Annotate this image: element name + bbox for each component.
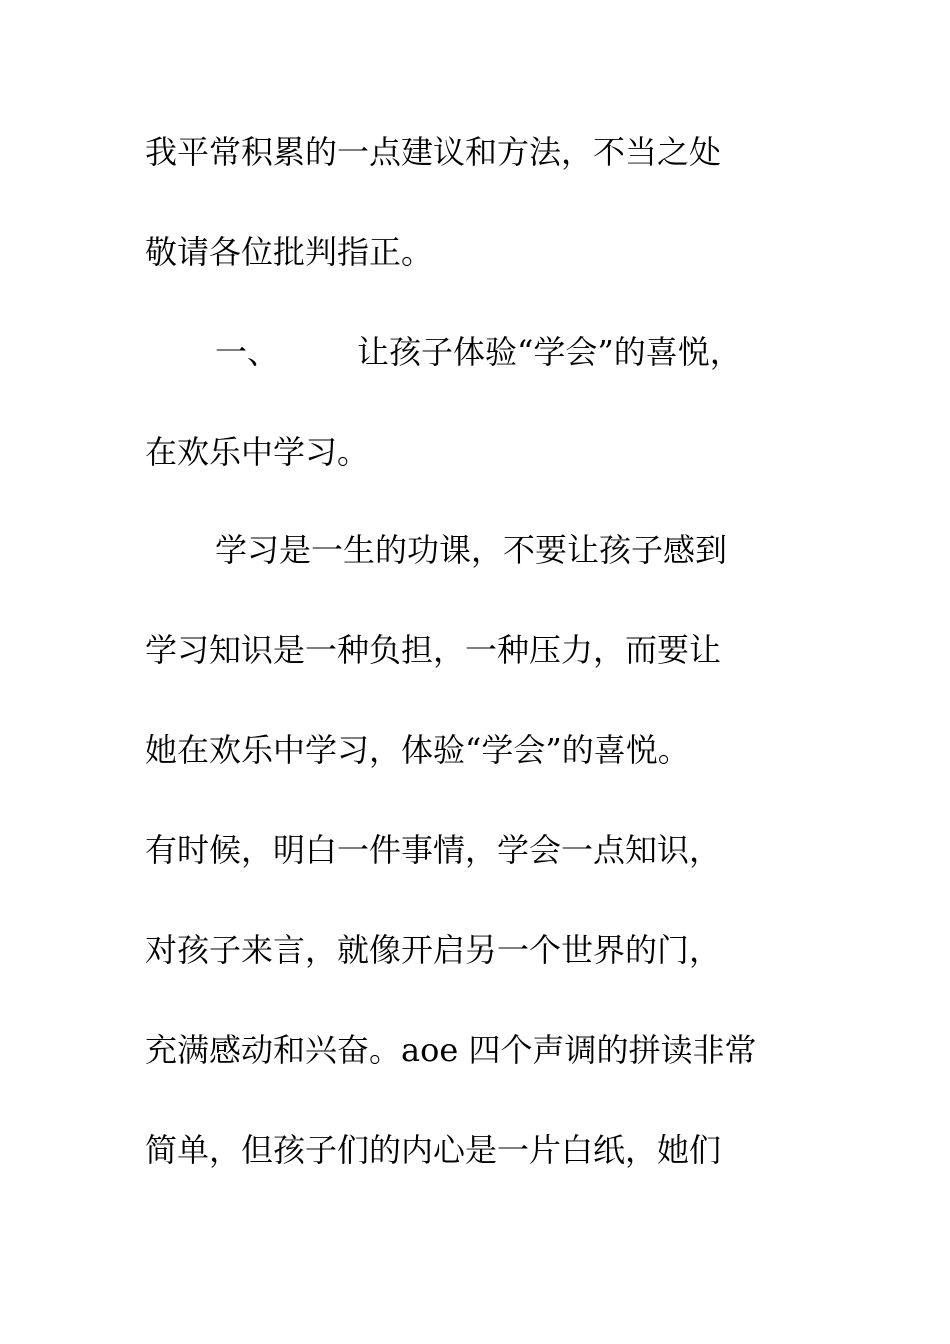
text-line-5: 学习知识是一种负担，一种压力，而要让 xyxy=(145,631,722,669)
paragraph-first-line: 学习是一生的功课，不要让孩子感到 xyxy=(215,531,728,569)
text-line-7: 有时候，明白一件事情，学会一点知识， xyxy=(145,831,722,869)
section-heading: 让孩子体验“学会”的喜悦， xyxy=(357,333,742,371)
text-line-3: 在欢乐中学习。 xyxy=(145,433,370,471)
text-line-8: 对孩子来言，就像开启另一个世界的门， xyxy=(145,931,722,969)
text-line-1: 我平常积累的一点建议和方法，不当之处 xyxy=(145,133,722,171)
text-line-2: 敬请各位批判指正。 xyxy=(145,233,434,271)
text-line-6: 她在欢乐中学习，体验“学会”的喜悦。 xyxy=(145,731,690,769)
section-number: 一、 xyxy=(215,333,280,371)
text-line-10: 简单，但孩子们的内心是一片白纸，她们 xyxy=(145,1131,722,1169)
text-line-9: 充满感动和兴奋。aoe 四个声调的拼读非常 xyxy=(145,1031,757,1069)
